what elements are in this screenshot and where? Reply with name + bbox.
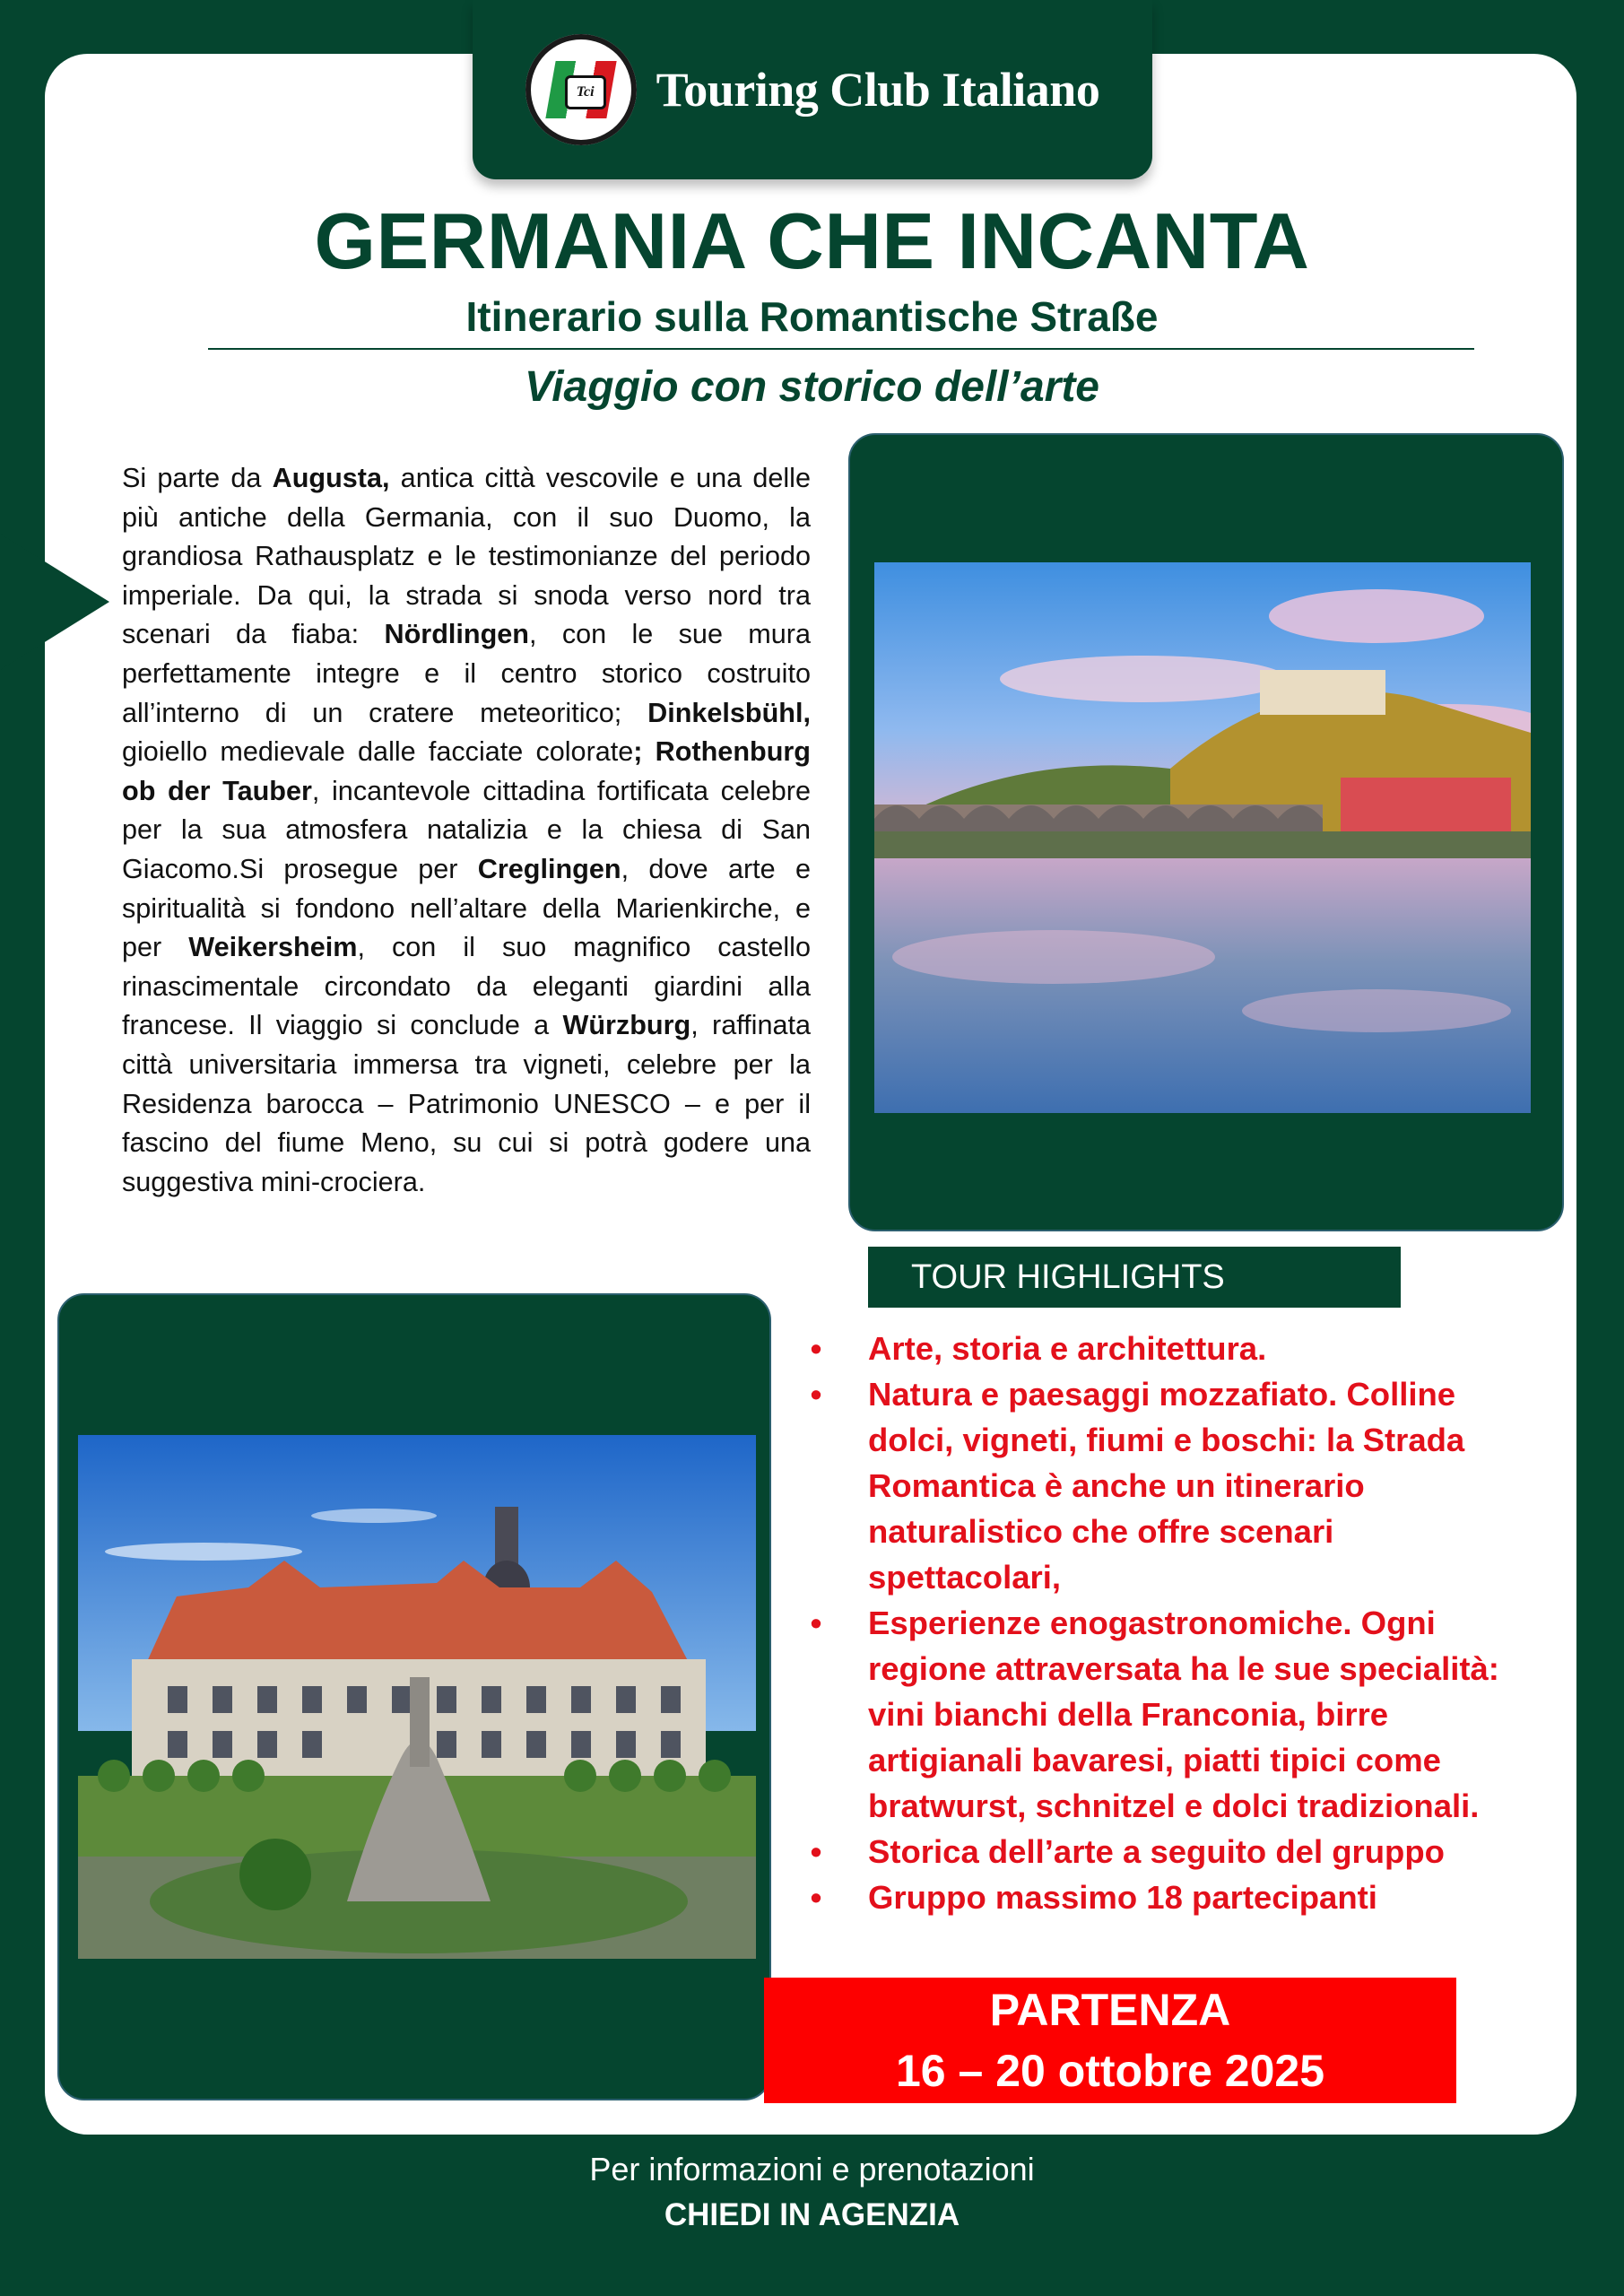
bullet-icon: • [810, 1879, 822, 1916]
intro-text: antica città vescovile e una delle più antiche della Germania, con il suo Duomo, la grandiosa Rathausplatz e le testimonianze del periodo imperiale. Da qui, la strada si snoda verso nord tra scenari da fiaba: [122, 463, 811, 650]
footer-info: Per informazioni e prenotazioni [589, 2151, 1035, 2187]
bullet-icon: • [810, 1330, 822, 1367]
wurzburg-river-photo [874, 562, 1531, 1113]
intro-place-name: Creglingen [477, 853, 621, 884]
intro-place-name: Würzburg [562, 1010, 691, 1041]
brand-logo [473, 0, 1152, 179]
intro-text: Si parte da [122, 463, 273, 493]
photo-frame-weikersheim [57, 1293, 771, 2100]
bullet-icon: • [810, 1605, 822, 1641]
bullet-icon: • [810, 1833, 822, 1870]
title-divider [208, 348, 1474, 350]
intro-text: , con le sue mura perfettamente integre e il centro storico costruito all’interno di un cratere meteoritico; [122, 619, 811, 728]
intro-text: gioiello medievale dalle facciate colorate [122, 736, 634, 768]
tour-highlights-header: TOUR HIGHLIGHTS [868, 1247, 1401, 1308]
intro-place-name: Nördlingen [384, 619, 529, 650]
highlight-item: • Esperienze enogastronomiche. Ogni regione attraversata ha le sue specialità: vini bianchi della Franconia, birre artigianali bavaresi, piatti tipici come bratwurst, schnitzel e dolci tradizionali. [805, 1600, 1514, 1829]
highlight-item: • Storica dell’arte a seguito del gruppo [805, 1829, 1514, 1874]
highlight-item: • Gruppo massimo 18 partecipanti [805, 1874, 1514, 1920]
intro-place-name: ; Rothenburg ob der Tauber [122, 736, 811, 806]
page-subtitle: Itinerario sulla Romantische Straße [465, 293, 1159, 340]
intro-text: , con il suo magnifico castello rinascimentale circondato da eleganti giardini alla francese. Il viaggio si conclude a [122, 932, 811, 1041]
intro-place-name: Augusta, [272, 463, 390, 493]
departure-label: PARTENZA [989, 1985, 1231, 2035]
tci-emblem-icon [525, 34, 637, 145]
intro-place-name: Weikersheim [188, 932, 358, 963]
footer-cta: CHIEDI IN AGENZIA [664, 2197, 960, 2232]
highlight-item: • Natura e paesaggi mozzafiato. Colline dolci, vigneti, fiumi e boschi: la Strada Romantica è anche un itinerario naturalistico che offre scenari spettacolari, [805, 1371, 1514, 1600]
intro-paragraph [122, 459, 811, 1202]
page-title: GERMANIA CHE INCANTA [314, 196, 1310, 285]
intro-place-name: Dinkelsbühl, [647, 697, 811, 728]
side-arrow-decoration [0, 534, 109, 670]
brand-name: Touring Club Italiano [656, 63, 1100, 117]
intro-text: , raffinata città universitaria immersa tra vigneti, celebre per la Residenza barocca – Patrimonio UNESCO – e per il fascino del fiume Meno, su cui si potrà godere una suggestiva mini-crociera. [122, 1010, 811, 1197]
highlight-item: • Arte, storia e architettura. [805, 1326, 1514, 1371]
departure-banner [764, 1978, 1456, 2103]
page-tagline: Viaggio con storico dell’arte [524, 363, 1099, 411]
intro-text: , dove arte e spiritualità si fondono nell’altare della Marienkirche, e per [122, 853, 811, 963]
bullet-icon: • [810, 1376, 822, 1413]
photo-frame-wurzburg [848, 433, 1564, 1231]
departure-dates: 16 – 20 ottobre 2025 [895, 2046, 1325, 2096]
intro-text: , incantevole cittadina fortificata celebre per la sua atmosfera natalizia e la chiesa di San Giacomo.Si prosegue per [122, 775, 811, 884]
weikersheim-castle-photo [78, 1435, 756, 1959]
emblem-initials: Tci [565, 75, 606, 109]
tour-highlights-list [805, 1326, 1514, 1920]
